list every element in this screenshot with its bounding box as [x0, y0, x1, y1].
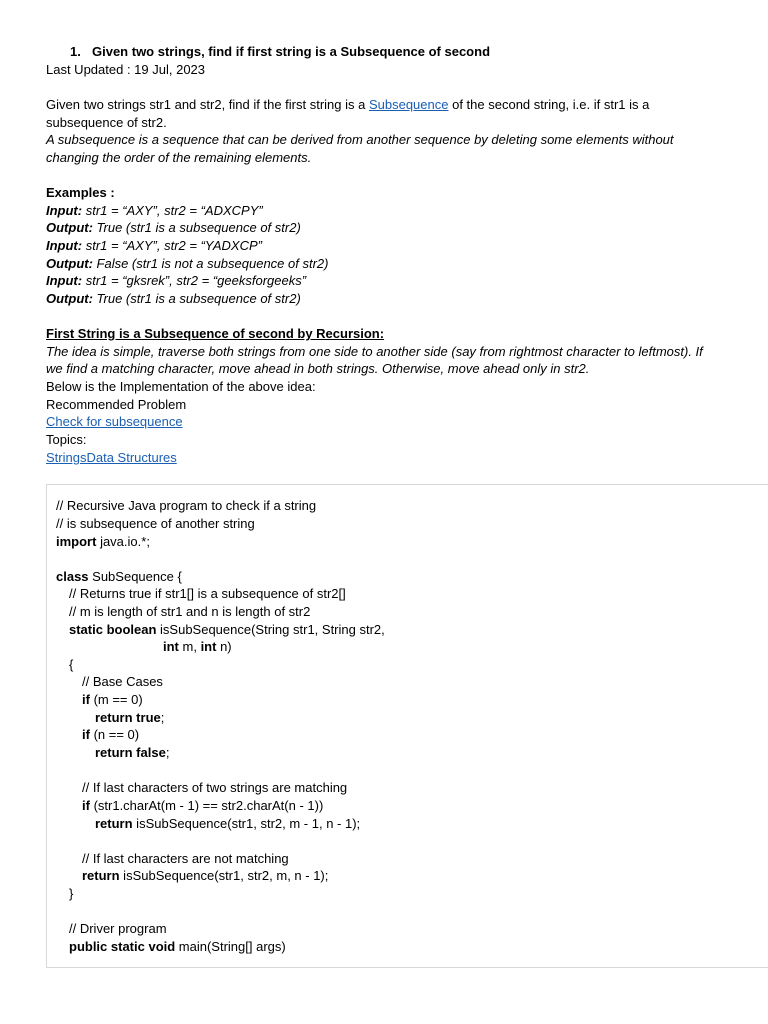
definition-line-1: A subsequence is a sequence that can be derived from another sequence by deleting some elements without: [46, 132, 674, 147]
example-line: Input: str1 = “AXY”, str2 = “ADXCPY”: [46, 203, 263, 218]
topics-link[interactable]: StringsData Structures: [46, 450, 177, 465]
intro-line-2: subsequence of str2.: [46, 115, 167, 130]
example-line: Input: str1 = “gksrek”, str2 = “geeksforgeeks”: [46, 273, 307, 288]
code-line: // m is length of str1 and n is length of str2: [69, 604, 311, 619]
example-line: Output: True (str1 is a subsequence of str2): [46, 291, 301, 306]
code-line: // Driver program: [69, 921, 167, 936]
code-line: class SubSequence {: [56, 569, 182, 584]
code-line: // Recursive Java program to check if a string: [56, 498, 317, 513]
code-line: // Returns true if str1[] is a subsequence of str2[]: [69, 586, 346, 601]
example-line: Output: True (str1 is a subsequence of str2): [46, 220, 301, 235]
code-line: static boolean isSubSequence(String str1, String str2,: [69, 622, 385, 637]
code-line: import java.io.*;: [56, 534, 150, 549]
article-title: [70, 43, 490, 60]
code-line: // Base Cases: [82, 674, 163, 689]
code-line: return false;: [95, 745, 170, 760]
definition-line-2: changing the order of the remaining elements.: [46, 150, 312, 165]
topics-label: Topics:: [46, 432, 87, 447]
code-line: if (m == 0): [82, 692, 143, 707]
subsequence-link[interactable]: Subsequence: [368, 97, 449, 112]
title-number: 1.: [70, 44, 81, 59]
title-text: Given two strings, find if first string is a Subsequence of second: [92, 44, 491, 59]
recommended-problem-label: Recommended Problem: [46, 397, 187, 412]
code-line: // If last characters of two strings are matching: [82, 780, 348, 795]
implementation-note: Below is the Implementation of the above idea:: [46, 379, 316, 394]
recursion-heading: First String is a Subsequence of second by Recursion:: [46, 326, 385, 341]
intro-line-1: Given two strings str1 and str2, find if the first string is a Subsequence of the second string, i.e. if str1 is a: [46, 97, 650, 112]
code-line: return true;: [95, 710, 165, 725]
code-line: if (n == 0): [82, 727, 140, 742]
code-line: return isSubSequence(str1, str2, m, n - 1);: [82, 868, 329, 883]
code-line: // If last characters are not matching: [82, 851, 289, 866]
code-block: [46, 484, 768, 968]
idea-line-2: we find a matching character, move ahead in both strings. Otherwise, move ahead only in str2.: [46, 361, 590, 376]
code-line: public static void main(String[] args): [69, 939, 286, 954]
example-line: Output: False (str1 is not a subsequence of str2): [46, 256, 329, 271]
idea-line-1: The idea is simple, traverse both strings from one side to another side (say from rightmost character to leftmost). If: [46, 344, 703, 359]
code-line: int m, int n): [163, 639, 232, 654]
code-line: // is subsequence of another string: [56, 516, 255, 531]
code-line: if (str1.charAt(m - 1) == str2.charAt(n - 1)): [82, 798, 324, 813]
example-line: Input: str1 = “AXY”, str2 = “YADXCP”: [46, 238, 262, 253]
last-updated: Last Updated : 19 Jul, 2023: [46, 62, 206, 77]
code-line: return isSubSequence(str1, str2, m - 1, n - 1);: [95, 816, 361, 831]
code-line: {: [69, 657, 74, 672]
examples-heading: Examples :: [46, 185, 115, 200]
problem-link[interactable]: Check for subsequence: [46, 414, 183, 429]
code-line: }: [69, 886, 74, 901]
